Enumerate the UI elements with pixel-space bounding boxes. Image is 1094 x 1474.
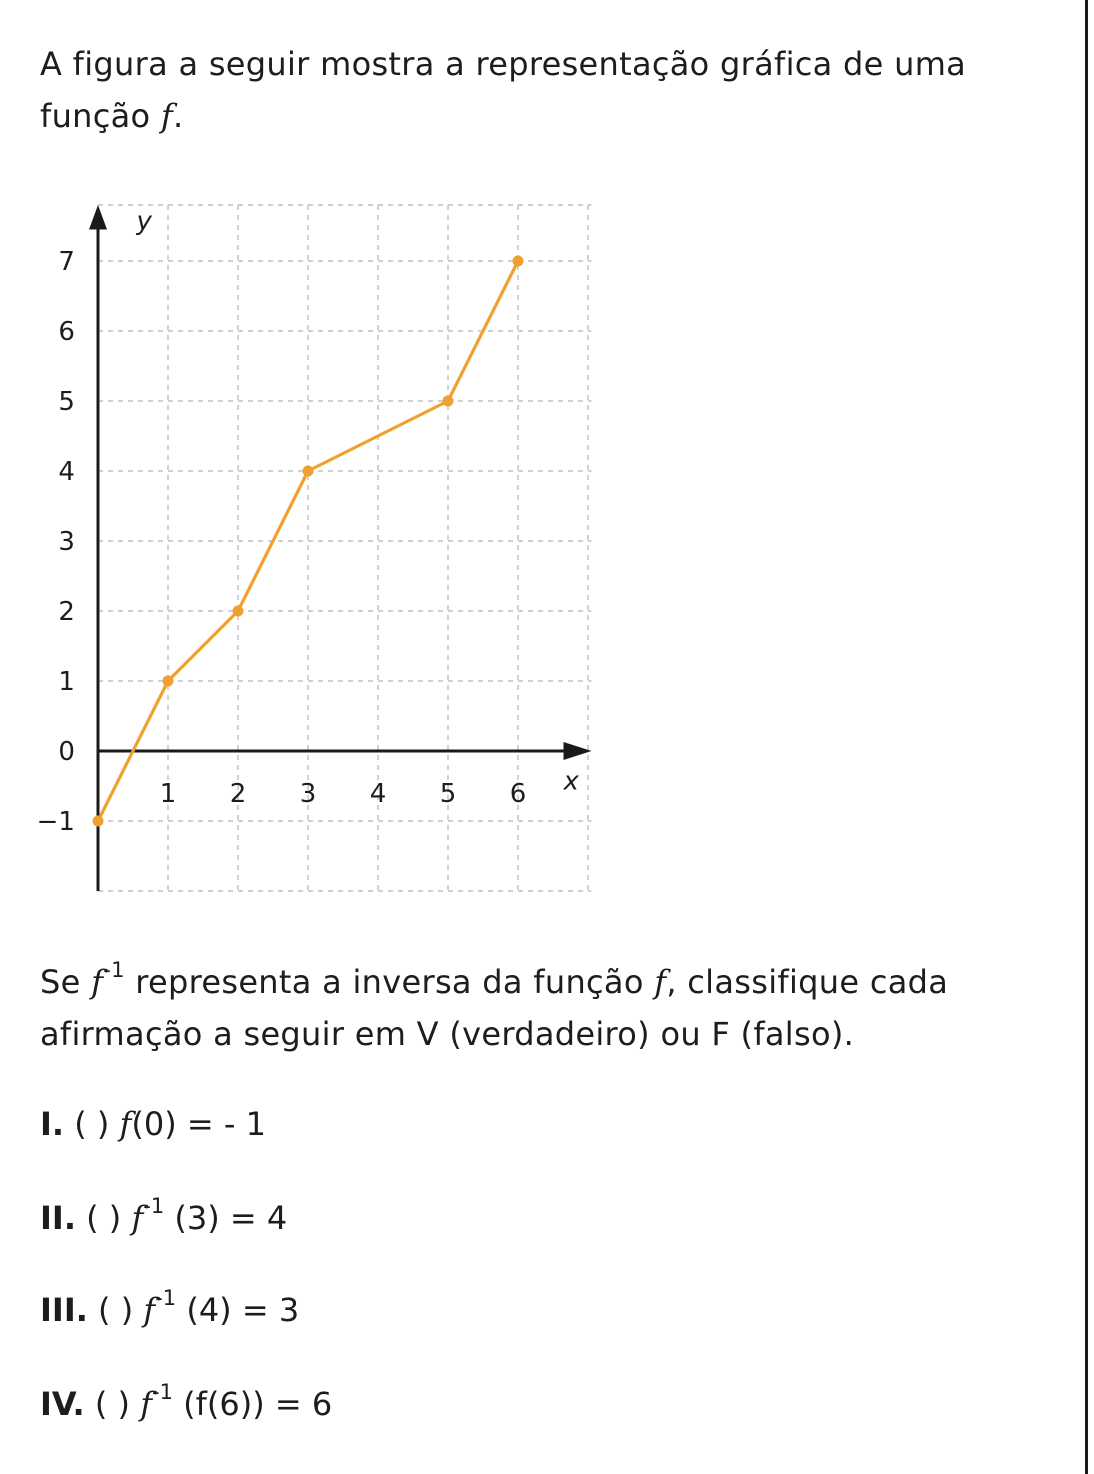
- function-symbol: f: [119, 1105, 132, 1143]
- y-tick-label: 1: [58, 667, 75, 697]
- statement-expression: (0) = - 1: [131, 1105, 266, 1143]
- intro-paragraph: [40, 38, 1060, 142]
- statement-4: [40, 1380, 333, 1424]
- x-tick-label: 5: [439, 779, 457, 810]
- data-point: [303, 466, 314, 477]
- x-tick-label: 1: [159, 779, 177, 810]
- x-tick-label: 2: [229, 779, 247, 810]
- x-axis-label: x: [563, 766, 579, 797]
- question-post: , classifique cada: [666, 963, 949, 1001]
- intro-line2-post: .: [173, 97, 184, 135]
- answer-box[interactable]: ( ): [98, 1291, 134, 1329]
- statement-expression: (4) = 3: [186, 1291, 300, 1329]
- answer-box[interactable]: ( ): [74, 1105, 110, 1143]
- question-line2: afirmação a seguir em V (verdadeiro) ou F (falso).: [40, 1015, 855, 1053]
- function-graph: [30, 168, 610, 908]
- data-point: [163, 676, 174, 687]
- data-point: [443, 396, 454, 407]
- y-tick-label: 3: [58, 527, 75, 557]
- y-tick-label: 2: [58, 597, 75, 627]
- x-axis-arrow: [564, 742, 592, 760]
- function-symbol: f: [143, 1291, 156, 1329]
- data-point: [93, 816, 104, 827]
- inverse-exponent: -1: [103, 958, 125, 983]
- statement-1: [40, 1104, 266, 1144]
- statement-3: [40, 1286, 300, 1330]
- statement-2: [40, 1194, 288, 1238]
- question-mid: representa a inversa da função: [124, 963, 655, 1001]
- y-tick-label: 5: [58, 387, 75, 417]
- x-tick-label: 3: [299, 779, 317, 810]
- y-axis-label: y: [136, 206, 152, 237]
- data-point: [513, 256, 524, 267]
- answer-box[interactable]: ( ): [94, 1385, 131, 1423]
- statement-expression: (3) = 4: [174, 1199, 288, 1237]
- x-tick-label: 6: [509, 779, 527, 810]
- inverse-function-symbol: f: [91, 963, 104, 1001]
- inverse-exponent: -1: [143, 1194, 165, 1219]
- question-pre: Se: [40, 963, 92, 1001]
- statement-number: II.: [40, 1199, 76, 1237]
- inverse-exponent: -1: [155, 1286, 177, 1311]
- function-symbol: f: [131, 1199, 144, 1237]
- data-point: [233, 606, 244, 617]
- statement-number: I.: [40, 1105, 65, 1143]
- statement-expression: (f(6)) = 6: [183, 1385, 333, 1423]
- y-tick-label: −1: [36, 807, 75, 837]
- function-symbol: f: [160, 97, 174, 135]
- y-tick-label: 4: [58, 457, 75, 487]
- intro-line1: A figura a seguir mostra a representação gráfica de uma: [40, 45, 967, 83]
- y-axis-arrow: [89, 205, 107, 230]
- y-tick-label: 0: [58, 737, 75, 767]
- right-border-line: [1085, 0, 1088, 1474]
- statement-number: IV.: [40, 1385, 85, 1423]
- x-tick-label: 4: [369, 779, 387, 810]
- y-tick-label: 6: [58, 317, 75, 347]
- function-symbol: f: [654, 963, 667, 1001]
- question-paragraph: [40, 956, 1060, 1060]
- intro-line2-pre: função: [40, 97, 161, 135]
- inverse-exponent: -1: [152, 1380, 173, 1405]
- statement-number: III.: [40, 1291, 88, 1329]
- answer-box[interactable]: ( ): [86, 1199, 122, 1237]
- y-tick-label: 7: [58, 247, 75, 277]
- function-symbol: f: [140, 1385, 153, 1423]
